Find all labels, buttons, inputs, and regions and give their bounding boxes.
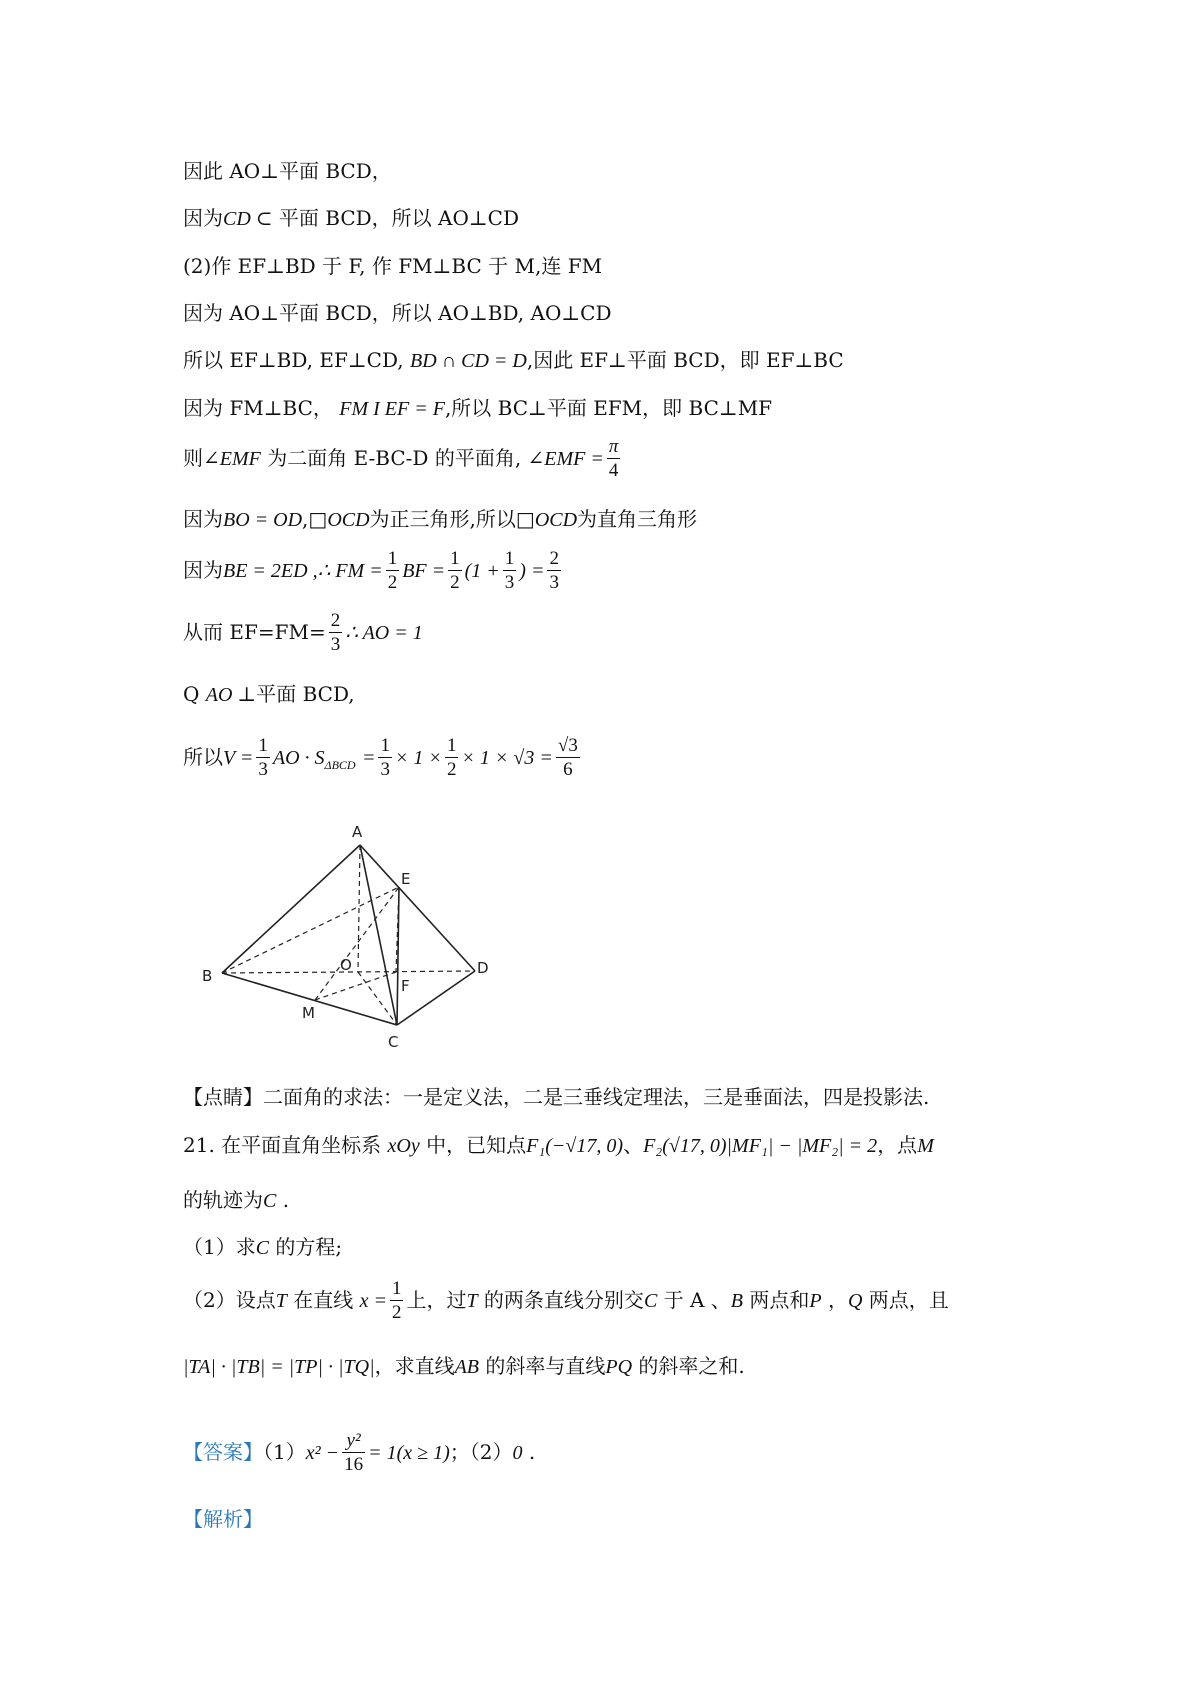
proof-line-6 <box>183 394 772 423</box>
text: 的轨迹为 <box>183 1188 263 1212</box>
text: 为直角三角形 <box>577 507 698 531</box>
fraction <box>386 548 400 595</box>
math: B <box>730 1290 744 1312</box>
math: OCD <box>534 509 578 531</box>
math: x = <box>359 1290 387 1312</box>
text: 两点，且 <box>862 1288 949 1312</box>
text: 平面 BCD，所以 AO⊥CD <box>278 206 520 230</box>
vertex-label-F: F <box>401 977 410 995</box>
text: 为正三角形,所以 <box>369 507 516 531</box>
segment-AO <box>358 845 360 972</box>
denominator: 6 <box>556 757 580 782</box>
q21-part-2-cont <box>183 1352 745 1381</box>
math: CD ⊂ <box>223 208 273 230</box>
math: AO · S <box>272 747 325 769</box>
segment-ME <box>315 887 399 1000</box>
subscript: ΔBCD <box>324 758 356 772</box>
math: × 1 × <box>394 747 442 769</box>
math: PQ <box>605 1356 633 1378</box>
denominator: 2 <box>391 1302 402 1323</box>
math: FM I EF = F <box>339 398 445 420</box>
text: （1） <box>263 1440 306 1464</box>
numerator: 1 <box>391 1278 402 1299</box>
vertex-label-D: D <box>477 959 489 977</box>
math: BE = 2ED ,∴ FM = <box>223 560 383 582</box>
math: AB <box>454 1356 480 1378</box>
fraction <box>547 548 561 595</box>
fraction <box>329 610 343 657</box>
proof-line-5 <box>183 346 844 375</box>
numerator: 1 <box>446 735 457 756</box>
text: 的方程; <box>269 1235 343 1259</box>
denominator: 3 <box>380 759 390 780</box>
fraction <box>556 735 580 782</box>
math: C <box>263 1190 277 1212</box>
text: 因为 <box>183 206 223 230</box>
text: 、 <box>623 1133 644 1157</box>
denominator: 3 <box>549 572 559 593</box>
math: BD ∩ CD = D <box>410 350 527 372</box>
numerator: 1 <box>387 548 398 569</box>
q21-part-1 <box>183 1233 342 1262</box>
segment-BE <box>222 887 399 973</box>
dianjing-text: 二面角的求法：一是定义法，二是三垂线定理法，三是垂面法，四是投影法. <box>263 1085 930 1109</box>
placeholder-box: □ <box>308 507 328 531</box>
math: OCD <box>327 509 370 531</box>
math: V = <box>223 747 254 769</box>
fraction <box>607 436 621 483</box>
text: ，点 <box>877 1133 918 1157</box>
text: 于 A 、 <box>657 1288 731 1312</box>
math: T <box>466 1290 478 1312</box>
denominator: 2 <box>446 759 457 780</box>
answer-line <box>183 1430 535 1477</box>
text: , <box>302 507 309 531</box>
vertex-label-C: C <box>388 1033 399 1051</box>
fraction <box>448 548 462 595</box>
text: 的斜率之和. <box>632 1354 745 1378</box>
fraction <box>390 1278 404 1325</box>
math: = 1(x ≥ 1) <box>368 1442 450 1464</box>
math: P <box>809 1290 822 1312</box>
q21-line-1 <box>183 1131 934 1160</box>
placeholder-box: □ <box>515 507 535 531</box>
math: M <box>917 1135 934 1157</box>
math: T <box>275 1290 287 1312</box>
answer-tag: 【答案】 <box>183 1440 263 1464</box>
proof-line-3: (2)作 EF⊥BD 于 F, 作 FM⊥BC 于 M,连 FM <box>183 254 603 278</box>
proof-line-4: 因为 AO⊥平面 BCD，所以 AO⊥BD, AO⊥CD <box>183 301 612 325</box>
proof-line-2 <box>183 204 519 233</box>
denominator: 2 <box>450 572 460 593</box>
denominator: 2 <box>387 572 398 593</box>
edge-AD <box>360 845 475 971</box>
proof-line-11 <box>183 680 355 709</box>
text: 两点和 <box>743 1288 810 1312</box>
proof-line-12 <box>183 735 583 782</box>
text: 21. 在平面直角坐标系 <box>183 1133 382 1157</box>
vertex-label-E: E <box>401 870 411 888</box>
text: 从而 EF=FM= <box>183 620 326 644</box>
math: x² − <box>305 1442 340 1464</box>
text: 为二面角 E-BC-D 的平面角, <box>260 446 522 470</box>
vertex-label-B: B <box>202 967 213 985</box>
q21-part-2 <box>183 1278 949 1325</box>
denominator: 16 <box>344 1454 364 1475</box>
denominator: 3 <box>330 634 341 655</box>
math: C <box>255 1237 270 1259</box>
math: Q <box>847 1290 863 1312</box>
math: ∠EMF = <box>527 448 604 470</box>
text: 在直线 <box>286 1288 354 1312</box>
tetrahedron-figure <box>190 815 510 1065</box>
text: 的两条直线分别交 <box>477 1288 644 1312</box>
text: 因为 <box>183 558 223 582</box>
math: F₂(√17, 0) <box>643 1135 727 1157</box>
proof-line-7 <box>183 436 623 483</box>
text: 所以 EF⊥BD, EF⊥CD, <box>183 348 404 372</box>
text: （1）求 <box>183 1235 256 1259</box>
text: . <box>276 1188 290 1212</box>
proof-line-9 <box>183 548 564 595</box>
text: Q <box>183 682 200 706</box>
text: 平面 BCD, <box>256 682 355 706</box>
math: |TA| · |TB| = |TP| · |TQ| <box>183 1356 375 1378</box>
proof-line-10 <box>183 610 423 657</box>
denominator: 3 <box>258 759 268 780</box>
fraction <box>256 735 270 782</box>
numerator: 1 <box>258 735 268 756</box>
fraction <box>342 1430 365 1477</box>
text: 则 <box>183 446 203 470</box>
numerator: √3 <box>557 735 578 756</box>
text: 所以 <box>183 745 223 769</box>
text: （2）设点 <box>183 1288 276 1312</box>
math: = <box>361 747 376 769</box>
dianjing-line <box>183 1083 929 1111</box>
fraction <box>445 735 459 782</box>
edge-AC <box>360 845 397 1025</box>
analysis-tag: 【解析】 <box>183 1507 263 1531</box>
denominator: 3 <box>504 572 515 593</box>
numerator: 1 <box>380 735 390 756</box>
numerator: y² <box>346 1430 361 1451</box>
segment-MF <box>315 972 396 1000</box>
numerator: π <box>608 436 619 457</box>
math: BF = <box>402 560 446 582</box>
text: 因为 <box>183 507 223 531</box>
numerator: 1 <box>504 548 515 569</box>
text: 因为 FM⊥BC， <box>183 396 333 420</box>
proof-line-1: 因此 AO⊥平面 BCD， <box>183 159 392 183</box>
text: 的斜率与直线 <box>479 1354 606 1378</box>
numerator: 2 <box>549 548 559 569</box>
proof-line-8 <box>183 505 697 534</box>
fraction <box>503 548 517 595</box>
q21-line-2 <box>183 1186 289 1215</box>
vertex-label-M: M <box>302 1004 315 1022</box>
numerator: 2 <box>330 610 341 631</box>
denominator: 4 <box>607 458 621 483</box>
math: ) = <box>519 560 545 582</box>
math: BO = OD <box>223 509 303 531</box>
math: ∠EMF <box>203 448 261 470</box>
numerator: 1 <box>450 548 460 569</box>
math: C <box>643 1290 658 1312</box>
math: xOy <box>387 1135 420 1157</box>
text: 中，已知点 <box>426 1133 527 1157</box>
vertex-label-A: A <box>352 823 363 841</box>
text: ， <box>821 1288 848 1312</box>
text: . <box>522 1440 536 1464</box>
math: |MF₁| − |MF₂| = 2 <box>726 1135 878 1157</box>
dianjing-tag: 【点睛】 <box>183 1085 263 1109</box>
math: × 1 × √3 = <box>461 747 553 769</box>
math: (1 + <box>464 560 500 582</box>
text: 上，过 <box>406 1288 467 1312</box>
math: ∴ AO = 1 <box>345 622 423 644</box>
text: ,所以 BC⊥平面 EFM，即 BC⊥MF <box>444 396 773 420</box>
text: ,因此 EF⊥平面 BCD，即 EF⊥BC <box>526 348 844 372</box>
edge-AB <box>222 845 360 973</box>
text: ；（2） <box>449 1440 513 1464</box>
math: 0 <box>512 1442 523 1464</box>
math: F₁(−√17, 0) <box>526 1135 624 1157</box>
text: ，求直线 <box>374 1354 455 1378</box>
vertex-label-O: O <box>340 956 352 974</box>
fraction <box>378 735 392 782</box>
math: AO ⊥ <box>205 684 257 706</box>
